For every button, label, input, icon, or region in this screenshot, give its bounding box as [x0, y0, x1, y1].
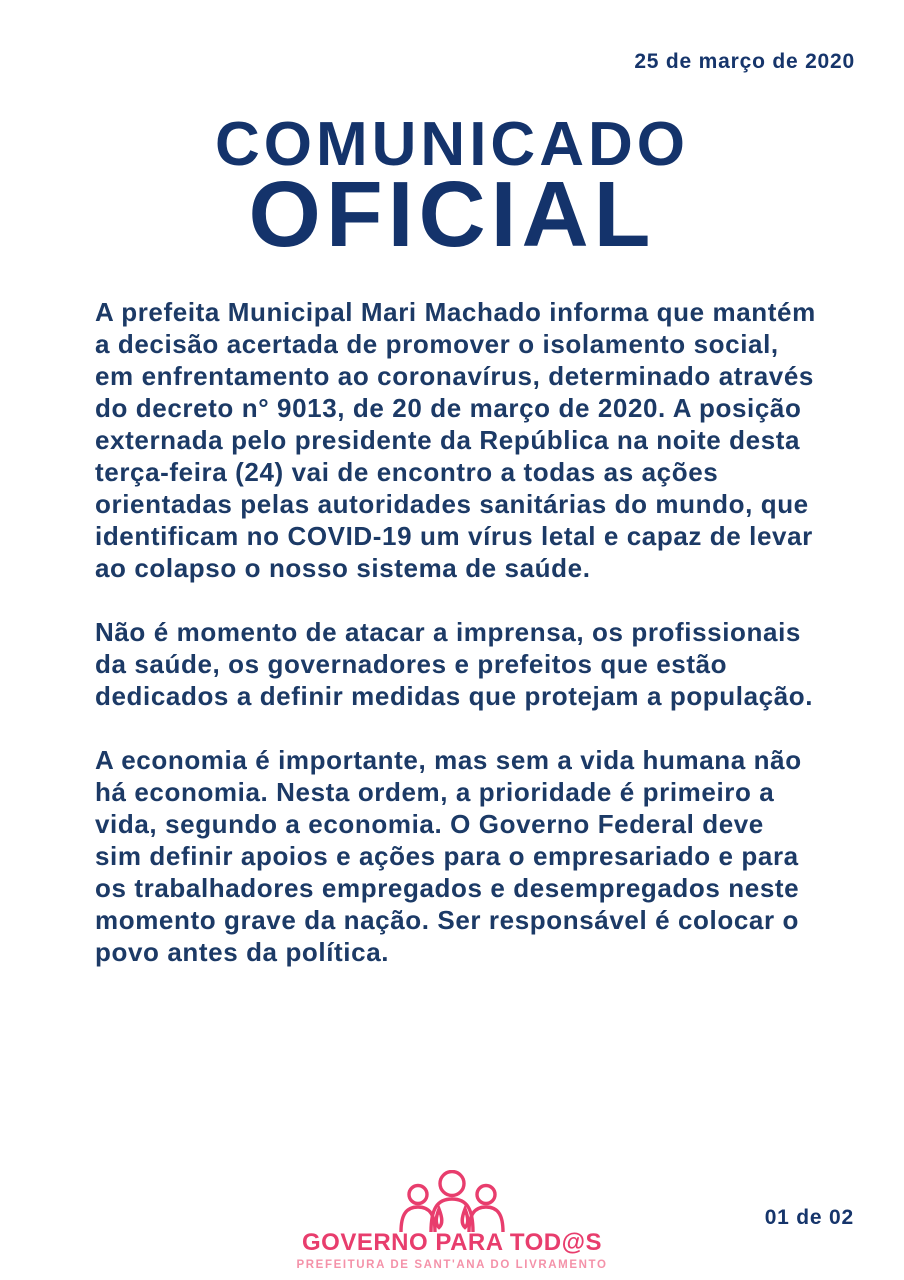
body-paragraph-2: Não é momento de atacar a imprensa, os profissionais da saúde, os governadores e prefeitos que estão dedicados a definir medidas que protejam a população. — [95, 617, 814, 711]
page-number: 01 de 02 — [764, 1206, 854, 1229]
document-title — [0, 110, 904, 267]
government-logo — [292, 1170, 612, 1271]
logo-title: GOVERNO PARA TOD@S — [302, 1229, 602, 1256]
three-people-outline-icon — [386, 1170, 518, 1232]
body-paragraph-3: A economia é importante, mas sem a vida humana não há economia. Nesta ordem, a prioridade é primeiro a vida, segundo a economia. O Governo Federal deve sim definir apoios e ações para o empresariado e para os trabalhadores empregados e desempregados neste momento grave da nação. Ser responsável é colocar o povo antes da política. — [95, 745, 802, 967]
title-line-comunicado: COMUNICADO — [215, 110, 689, 179]
title-line-oficial: OFICIAL — [248, 162, 656, 267]
document-body — [95, 296, 817, 1000]
body-paragraph-1: A prefeita Municipal Mari Machado informa que mantém a decisão acertada de promover o isolamento social, em enfrentamento ao coronavírus, determinado através do decreto n° 9013, de 20 de março de 2020. A posição externada pelo presidente da República na noite desta terça-feira (24) vai de encontro a todas as ações orientadas pelas autoridades sanitárias do mundo, que identificam no COVID-19 um vírus letal e capaz de levar ao colapso o nosso sistema de saúde. — [95, 297, 816, 583]
document-date: 25 de março de 2020 — [634, 50, 855, 73]
logo-subtitle: PREFEITURA DE SANT'ANA DO LIVRAMENTO — [296, 1259, 608, 1271]
